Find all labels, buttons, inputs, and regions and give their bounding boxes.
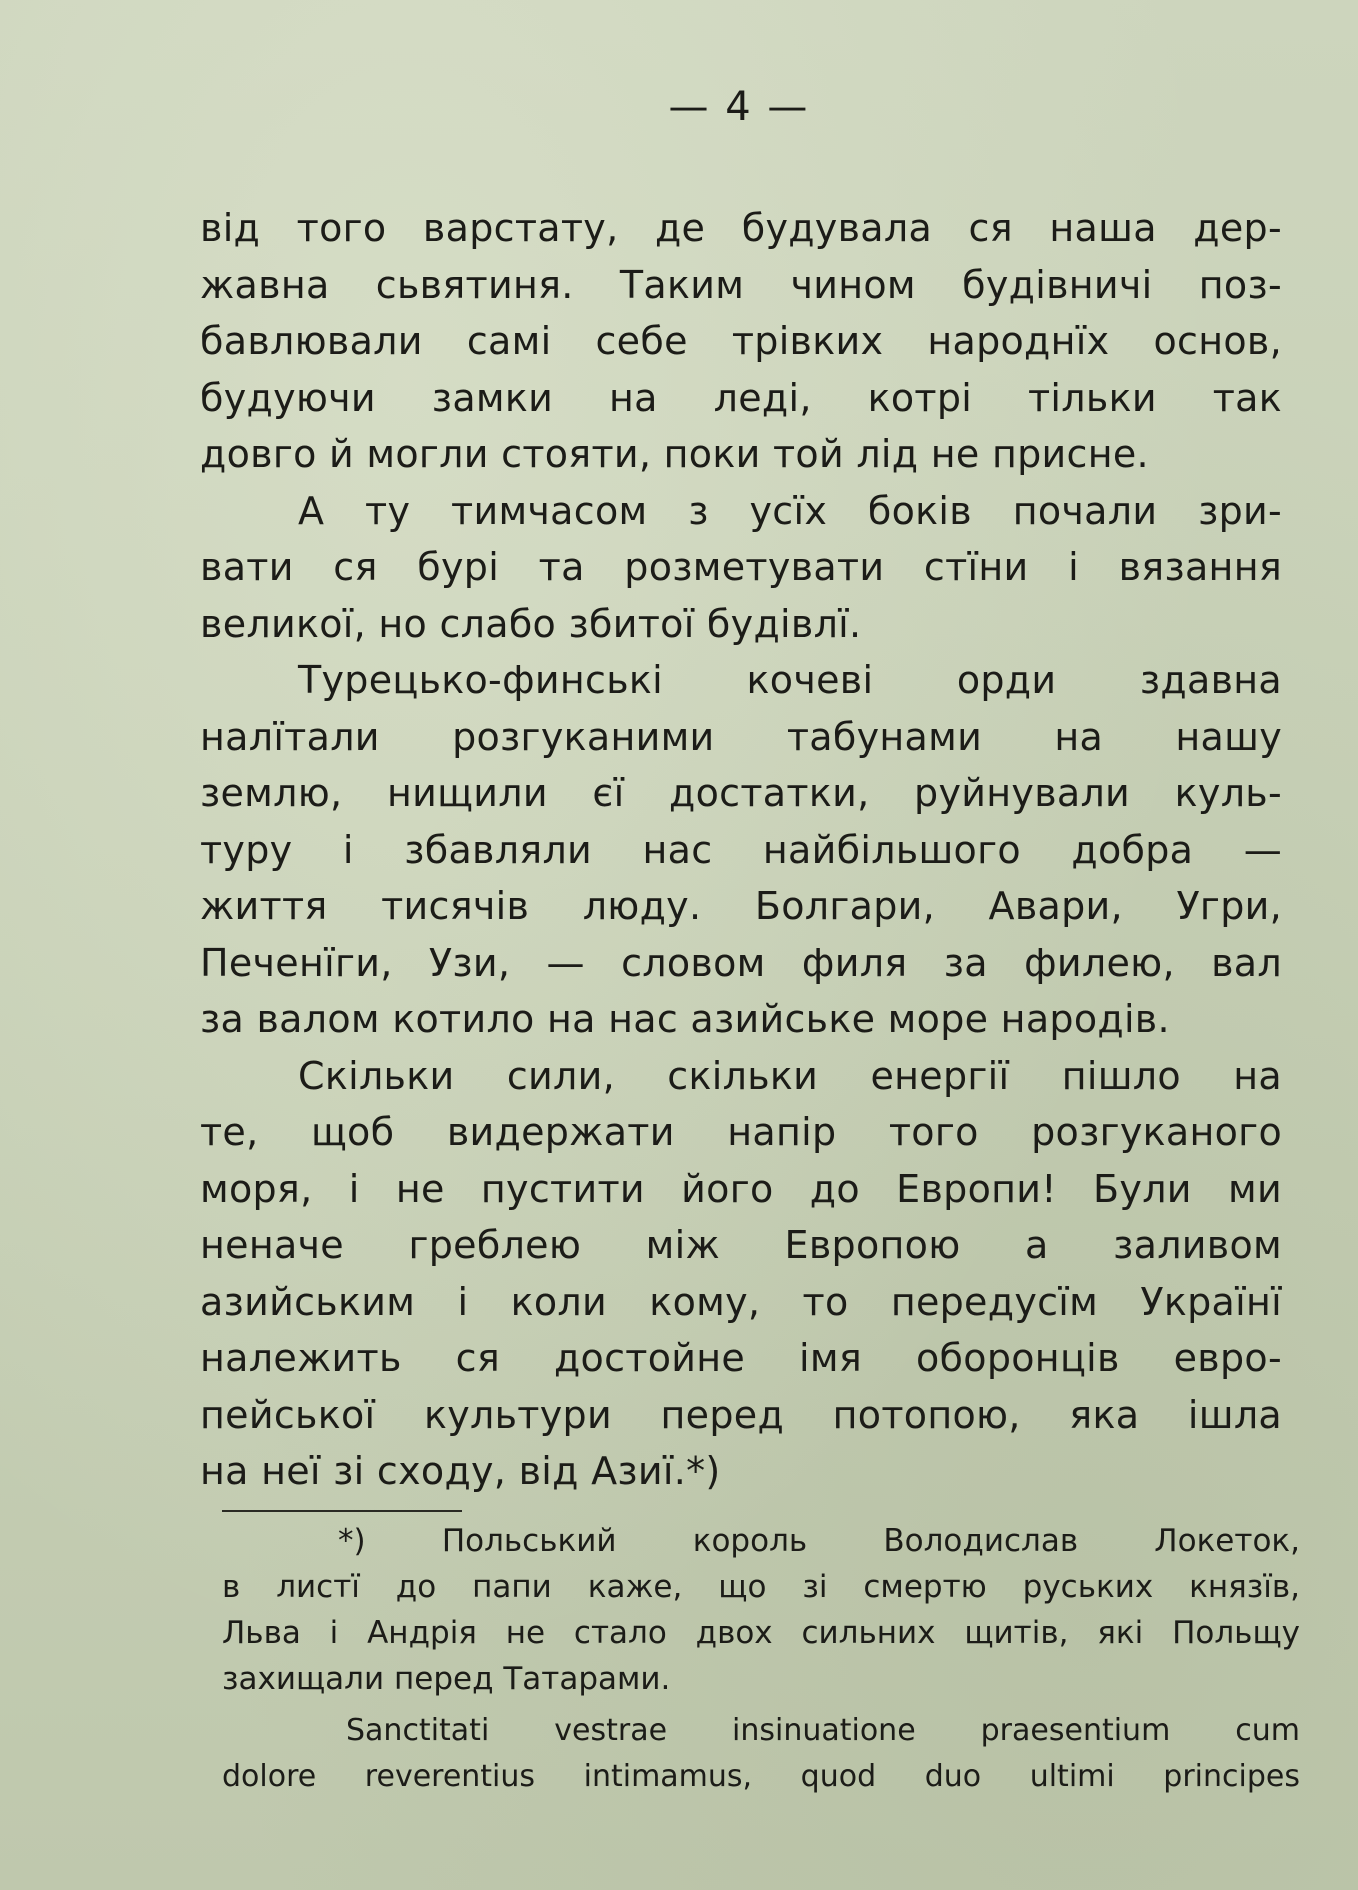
footnotes xyxy=(222,1518,1300,1800)
body-line: налїтали розгуканими табунами на нашу xyxy=(200,714,1282,759)
body-line: Скільки сили, скільки енергії пішло на xyxy=(298,1053,1282,1098)
body-line: життя тисячів люду. Болгари, Авари, Угри, xyxy=(200,884,1282,928)
body-line: Турецько-финські кочеві орди здавна xyxy=(298,658,1282,702)
footnote-line: *) Польський король Володислав Локеток, xyxy=(338,1523,1300,1559)
footnote-latin-line: dolore reverentius intimamus, quod duo ultimi principes xyxy=(222,1759,1300,1794)
body-line: пейської культури перед потопою, яка ішла xyxy=(200,1392,1282,1437)
body-line: будуючи замки на леді, котрі тільки так xyxy=(200,375,1282,420)
body-line: довго й могли стояти, поки той лід не присне. xyxy=(200,432,1149,476)
footnote-line: захищали перед Татарами. xyxy=(222,1661,671,1697)
body-line: неначе греблею між Европою а заливом xyxy=(200,1223,1282,1267)
footnote-line: в листї до папи каже, що зі смертю руських князїв, xyxy=(222,1569,1300,1605)
footnote-divider xyxy=(222,1510,462,1512)
body-line: вати ся бурі та розметувати стїни і вязання xyxy=(200,545,1282,589)
body-line: землю, нищили єї достатки, руйнували куль- xyxy=(200,771,1282,815)
footnote-line: Льва і Андрія не стало двох сильних щитів, які Польщу xyxy=(222,1615,1300,1651)
body-text xyxy=(200,200,1282,1500)
body-line: жавна сьвятиня. Таким чином будівничі поз- xyxy=(200,262,1282,307)
body-line: бавлювали самі себе трівких народнїх основ, xyxy=(200,319,1282,363)
page-number: — 4 — xyxy=(668,84,810,130)
body-line: Печенїги, Узи, — словом филя за филею, вал xyxy=(200,940,1282,985)
body-line: за валом котило на нас азийське море народів. xyxy=(200,997,1170,1041)
body-line: азийським і коли кому, то передусїм Українї xyxy=(200,1279,1282,1324)
body-line: великої, но слабо збитої будівлї. xyxy=(200,601,862,646)
body-line: те, щоб видержати напір того розгуканого xyxy=(200,1110,1282,1154)
footnote-latin-line: Sanctitati vestrae insinuatione praesentium cum xyxy=(346,1713,1300,1748)
body-line: туру і збавляли нас найбільшого добра — xyxy=(200,827,1282,872)
body-line: моря, і не пустити його до Европи! Були ми xyxy=(200,1166,1282,1211)
body-line: належить ся достойне імя оборонців евро- xyxy=(200,1336,1282,1380)
body-line: від того варстату, де будувала ся наша дер- xyxy=(200,206,1282,250)
body-line: на неї зі сходу, від Азиї.*) xyxy=(200,1449,721,1493)
body-line: А ту тимчасом з усїх боків почали зри- xyxy=(298,488,1282,533)
